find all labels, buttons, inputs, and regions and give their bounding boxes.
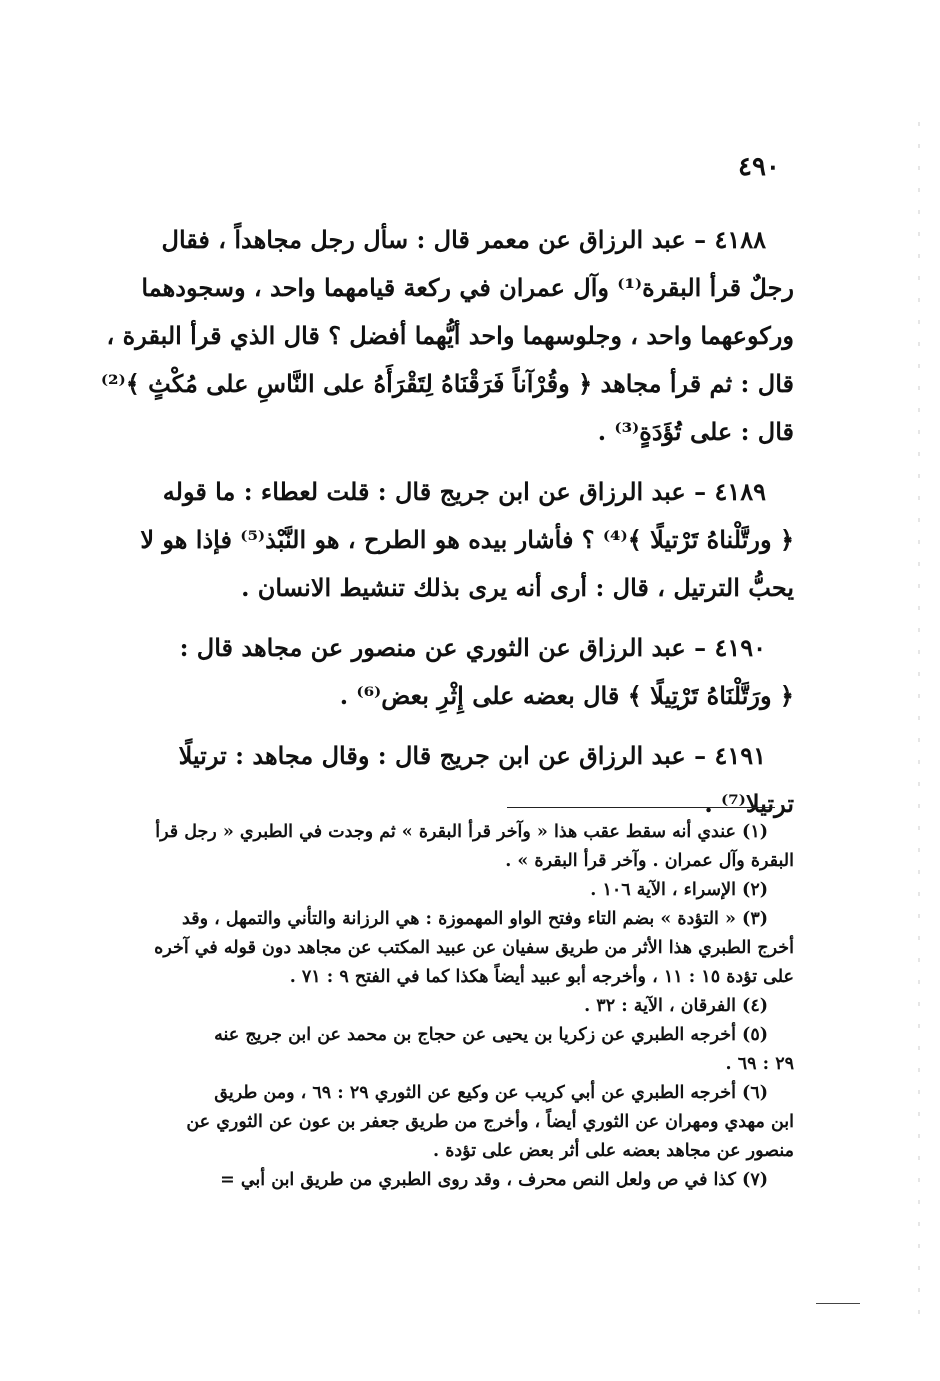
text-line: ترتيلا⁽⁷⁾ .: [704, 789, 794, 818]
footnote-line: (٤) الفرقان ، الآية : ٣٢ .: [584, 996, 768, 1016]
continuation-mark: [816, 1303, 860, 1304]
hadith-paragraph-4189: [104, 468, 794, 612]
footnote-5: [104, 1021, 794, 1079]
footnote-line: على تؤدة ١٥ : ١١ ، وأخرجه أبو عبيد أيضاً هكذا كما في الفتح ٩ : ٧١ .: [289, 967, 794, 987]
text-line: ٤١٨٩ – عبد الرزاق عن ابن جريج قال : قلت لعطاء : ما قوله: [162, 477, 766, 506]
text-line: يحبُّ الترتيل ، قال : أرى أنه يرى بذلك تنشيط الانسان .: [241, 573, 794, 602]
hadith-paragraph-4188: [100, 216, 794, 456]
footnote-line: ابن مهدي ومهران عن الثوري أيضاً ، وأخرج من طريق جعفر بن عون عن الثوري عن: [186, 1112, 794, 1132]
page-number: ٤٩٠: [738, 152, 780, 182]
footnote-line: (٥) أخرجه الطبري عن زكريا بن يحيى عن حجاج بن محمد عن ابن جريج عنه: [214, 1025, 768, 1045]
text-line: ٤١٩٠ – عبد الرزاق عن الثوري عن منصور عن مجاهد قال :: [179, 633, 766, 662]
footnote-line: البقرة وآل عمران . وآخر قرأ البقرة » .: [505, 851, 794, 871]
text-line: قال : ثم قرأ مجاهد ﴿ وقُرْآناً فَرَقْنَاهُ لِتَقْرَأَهُ على النَّاسِ على مُكْثٍ ﴾⁽²⁾: [100, 369, 794, 398]
footnote-line: ٢٩ : ٦٩ .: [725, 1054, 794, 1074]
footnote-7: [104, 1166, 794, 1195]
footnote-3: [104, 905, 794, 992]
footnote-line: (١) عندي أنه سقط عقب هذا « وآخر قرأ البقرة » ثم وجدت في الطبري « رجل قرأ: [155, 822, 768, 842]
hadith-paragraph-4190: [104, 624, 794, 720]
text-line: رجلٌ قرأ البقرة⁽¹⁾ وآل عمران في ركعة قيامهما واحد ، وسجودهما: [141, 273, 794, 302]
footnote-1: [104, 818, 794, 876]
hadith-paragraph-4191: [104, 732, 794, 828]
footnote-line: (٣) « التؤدة » بضم التاء وفتح الواو المهموزة : هي الرزانة والتأني والتمهل ، وقد: [182, 909, 768, 929]
text-line: ٤١٨٨ – عبد الرزاق عن معمر قال : سأل رجل مجاهداً ، فقال: [161, 225, 766, 254]
footnote-2: [104, 876, 794, 905]
scan-edge-shadow: [918, 122, 920, 1322]
text-line: وركوعهما واحد ، وجلوسهما واحد أيُّهما أفضل ؟ قال الذي قرأ البقرة ،: [106, 321, 794, 350]
text-line: ﴿ ورتَّلْناهُ تَرْتيلًا ﴾⁽⁴⁾ ؟ فأشار بيده هو الطرح ، هو النَّبْذ⁽⁵⁾ فإذا هو لا: [140, 525, 794, 554]
text-line: قال : على تُؤَدَةٍ⁽³⁾ .: [597, 417, 794, 446]
footnotes: [104, 818, 794, 1195]
footnote-6: [104, 1079, 794, 1166]
text-line: ٤١٩١ – عبد الرزاق عن ابن جريج قال : وقال مجاهد : ترتيلًا: [178, 741, 766, 770]
footnote-line: (٦) أخرجه الطبري عن أبي كريب عن وكيع عن الثوري ٢٩ : ٦٩ ، ومن طريق: [214, 1083, 768, 1103]
main-text: [100, 216, 794, 840]
footnote-4: [104, 992, 794, 1021]
footnote-separator: [507, 807, 775, 808]
text-line: ﴿ ورَتَّلْنَاهُ تَرْتِيلًا ﴾ قال بعضه على إِثْرِ بعض⁽⁶⁾ .: [339, 681, 794, 710]
footnote-line: منصور عن مجاهد بعضه على أثر بعض على تؤدة .: [433, 1141, 794, 1161]
footnote-line: أخرج الطبري هذا الأثر من طريق سفيان عن عبيد المكتب عن مجاهد دون قوله في آخره: [154, 938, 794, 958]
footnote-line: (٧) كذا في ص ولعل النص محرف ، وقد روى الطبري من طريق ابن أبي =: [220, 1170, 768, 1190]
footnote-line: (٢) الإسراء ، الآية ١٠٦ .: [590, 880, 768, 900]
